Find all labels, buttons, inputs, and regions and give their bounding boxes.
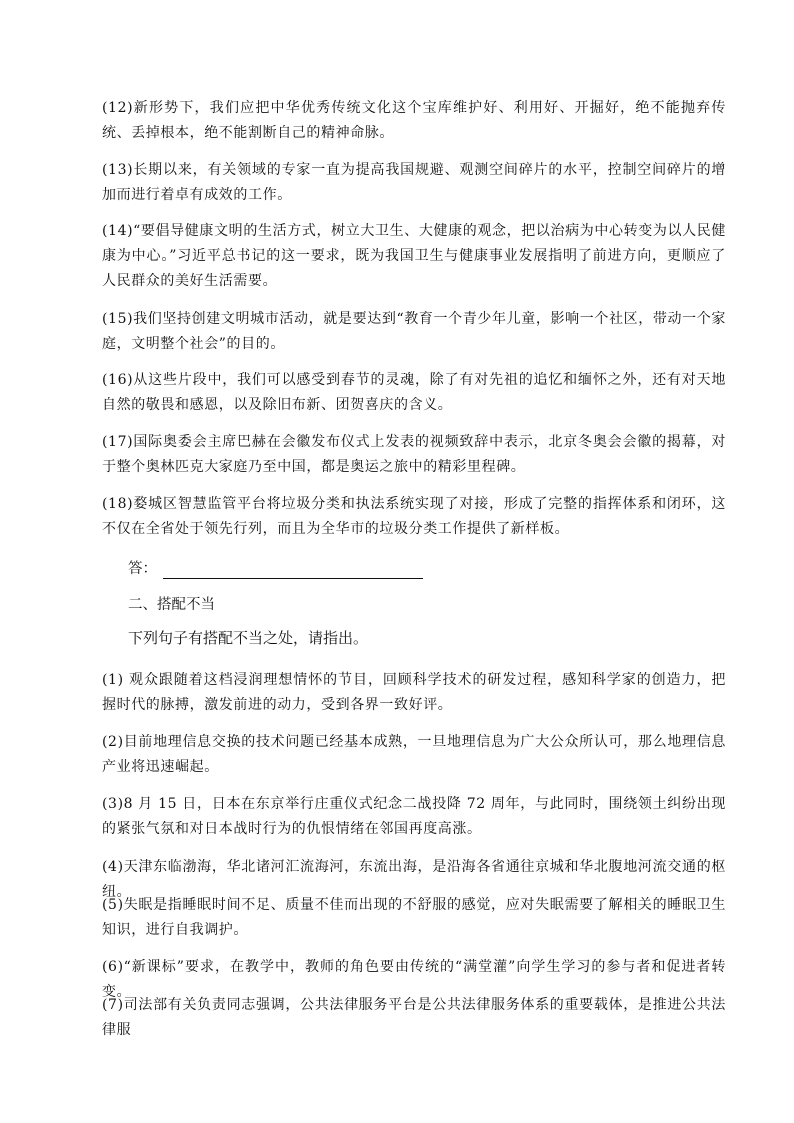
section-heading: 二、搭配不当 (128, 597, 215, 613)
sentence-item-17: (17)国际奥委会主席巴赫在会徽发布仪式上发表的视频致辞中表示，北京冬奥会会徽的揭幕，对于整个奥林匹克大家庭乃至中国，都是奥运之旅中的精彩里程碑。 (102, 434, 726, 475)
mismatch-item-2: (2)目前地理信息交换的技术问题已经基本成熟，一旦地理信息为广大公众所认可，那么地理信息产业将迅速崛起。 (102, 734, 726, 775)
mismatch-item-7: (7)司法部有关负责同志强调，公共法律服务平台是公共法律服务体系的重要载体，是推进公共法律服 (102, 997, 726, 1038)
mismatch-item-6: (6)“新课标”要求，在教学中，教师的角色要由传统的“满堂灌”向学生学习的参与者和促进者转变。 (102, 959, 726, 1000)
sentence-item-13: (13)长期以来，有关领域的专家一直为提高我国规避、观测空间碎片的水平，控制空间碎片的增加而进行着卓有成效的工作。 (102, 162, 726, 203)
answer-area (128, 559, 423, 579)
sentence-item-12: (12)新形势下，我们应把中华优秀传统文化这个宝库维护好、利用好、开掘好，绝不能抛弃传统、丢掉根本，绝不能割断自己的精神命脉。 (102, 100, 726, 141)
mismatch-item-1: (1) 观众跟随着这档浸润理想情怀的节目，回顾科学技术的研发过程，感知科学家的创造力，把握时代的脉搏，激发前进的动力，受到各界一致好评。 (102, 672, 726, 713)
sentence-item-18: (18)婺城区智慧监管平台将垃圾分类和执法系统实现了对接，形成了完整的指挥体系和闭环，这不仅在全省处于领先行列，而且为全华市的垃圾分类工作提供了新样板。 (102, 496, 726, 537)
answer-label: 答： (128, 561, 157, 577)
section-instruction: 下列句子有搭配不当之处，请指出。 (128, 629, 369, 647)
mismatch-item-5: (5)失眠是指睡眠时间不足、质量不佳而出现的不舒服的感觉，应对失眠需要了解相关的睡眠卫生知识，进行自我调护。 (102, 897, 726, 938)
mismatch-item-4: (4)天津东临渤海，华北诸河汇流海河，东流出海，是沿海各省通往京城和华北腹地河流交通的枢纽。 (102, 859, 726, 900)
answer-blank-line[interactable] (163, 564, 423, 579)
sentence-item-14: (14)“要倡导健康文明的生活方式，树立大卫生、大健康的观念，把以治病为中心转变为以人民健康为中心。”习近平总书记的这一要求，既为我国卫生与健康事业发展指明了前进方向，更顺应了人民群众的美好生活需要。 (102, 223, 726, 289)
sentence-item-15: (15)我们坚持创建文明城市活动，就是要达到“教育一个青少年儿童，影响一个社区，带动一个家庭，文明整个社会”的目的。 (102, 311, 726, 352)
mismatch-item-3: (3)8 月 15 日，日本在东京举行庄重仪式纪念二战投降 72 周年，与此同时，围绕领土纠纷出现的紧张气氛和对日本战时行为的仇恨情绪在邻国再度高涨。 (102, 796, 726, 837)
sentence-item-16: (16)从这些片段中，我们可以感受到春节的灵魂，除了有对先祖的追忆和缅怀之外，还有对天地自然的敬畏和感恩，以及除旧布新、团贺喜庆的含义。 (102, 372, 726, 413)
